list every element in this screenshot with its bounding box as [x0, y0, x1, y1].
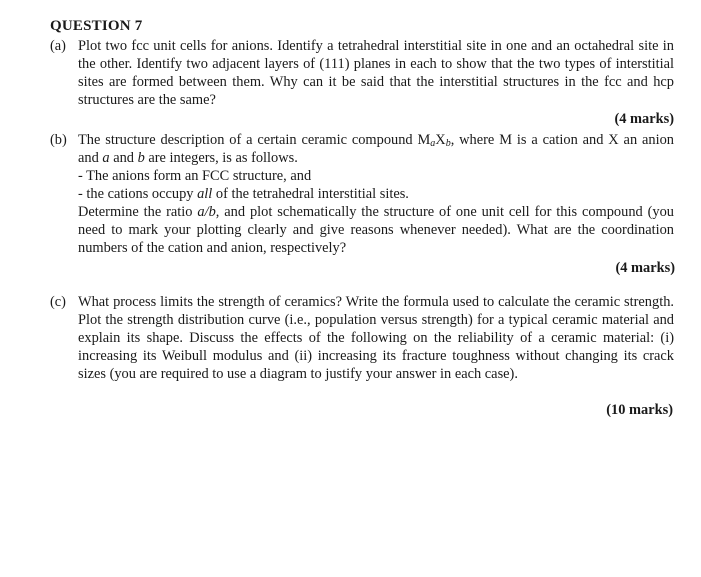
part-b-intro-pre: The structure description of a certain ceramic compound M — [78, 132, 431, 148]
task-pre: Determine the ratio — [78, 204, 198, 220]
formula-subscript-b: b — [445, 138, 451, 149]
part-b-intro-end: are integers, is as follows. — [144, 150, 298, 166]
and-text: and — [109, 150, 138, 166]
formula-subscript-a: a — [430, 138, 436, 149]
variable-b: b — [137, 150, 145, 166]
part-c — [50, 293, 674, 383]
variable-a: a — [102, 150, 110, 166]
task-post: , and plot schematically the structure of one unit cell for this compound (you need to mark your plotting clearly and give reasons whenever needed). What are the coordination numbers of the cation and anion, respectively? — [78, 204, 674, 256]
part-a — [50, 37, 674, 109]
part-c-label: (c) — [50, 294, 66, 310]
part-b-label: (b) — [50, 132, 67, 148]
part-b — [50, 131, 674, 257]
part-c-paragraph: What process limits the strength of ceramics? Write the formula used to calculate the ceramic strength. Plot the strength distribution curve (i.e., population versus strength) for a typical ceramic material and explain its shape. Discuss the effects of the following on the reliability of a ceramic material: (i) increasing its Weibull modulus and (ii) increasing its fracture toughness without changing its crack sizes (you are required to use a diagram to justify your answer in each case). — [78, 294, 674, 382]
part-b-intro-post: , where M is a cation and X an anion and — [78, 132, 674, 166]
bullet-2-post: of the tetrahedral interstitial sites. — [212, 186, 409, 202]
part-b-bullet-2 — [78, 185, 674, 203]
part-a-marks: (4 marks) — [614, 111, 674, 127]
part-b-task — [78, 203, 674, 257]
part-b-marks: (4 marks) — [615, 260, 675, 276]
part-b-intro — [78, 131, 674, 167]
part-c-text — [78, 293, 674, 383]
ratio-text: a/b — [197, 204, 216, 220]
part-a-text — [78, 37, 674, 109]
formula-x: X — [435, 132, 446, 148]
part-b-bullet-1: - The anions form an FCC structure, and — [78, 168, 312, 184]
part-a-label: (a) — [50, 38, 66, 54]
part-a-paragraph: Plot two fcc unit cells for anions. Identify a tetrahedral interstitial site in one and an octahedral site in the other. Identify two adjacent layers of (111) planes in each to show that the two types of interstitial sites are formed between them. Why can it be said that the interstitial structures in the fcc and hcp structures are the same? — [78, 38, 674, 108]
bullet-2-pre: - the cations occupy — [78, 186, 198, 202]
part-b-text — [78, 131, 674, 257]
bullet-2-emphasis: all — [197, 186, 213, 202]
part-c-marks: (10 marks) — [606, 402, 673, 418]
question-heading: QUESTION 7 — [50, 18, 143, 34]
